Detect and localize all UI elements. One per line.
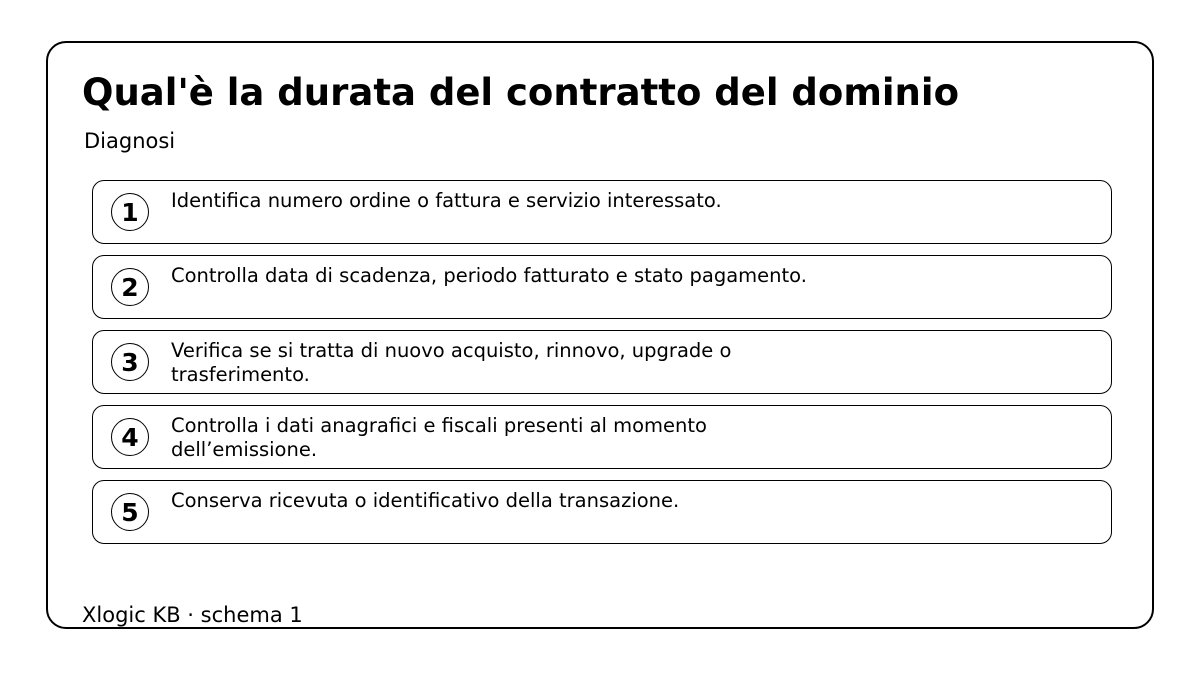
step-list [92, 180, 1112, 555]
diagram-footer: Xlogic KB · schema 1 [82, 603, 303, 627]
diagram-card [46, 41, 1154, 629]
step-text: Controlla data di scadenza, periodo fatturato e stato pagamento. [171, 264, 807, 287]
diagram-subtitle: Diagnosi [84, 129, 176, 153]
step-box-5 [92, 480, 1112, 544]
step-box-1 [92, 180, 1112, 244]
step-number-badge: 5 [111, 493, 149, 531]
step-number-badge: 2 [111, 268, 149, 306]
step-number-badge: 3 [111, 343, 149, 381]
step-text: Controlla i dati anagrafici e fiscali presenti al momento dell’emissione. [171, 414, 707, 461]
step-number-badge: 1 [111, 193, 149, 231]
step-text: Identifica numero ordine o fattura e servizio interessato. [171, 189, 722, 212]
diagram-title: Qual'è la durata del contratto del dominio [82, 71, 959, 114]
step-number-badge: 4 [111, 418, 149, 456]
step-text: Conserva ricevuta o identificativo della transazione. [171, 489, 680, 512]
step-box-3 [92, 330, 1112, 394]
step-box-2 [92, 255, 1112, 319]
step-box-4 [92, 405, 1112, 469]
step-text: Verifica se si tratta di nuovo acquisto, rinnovo, upgrade o trasferimento. [171, 339, 732, 386]
